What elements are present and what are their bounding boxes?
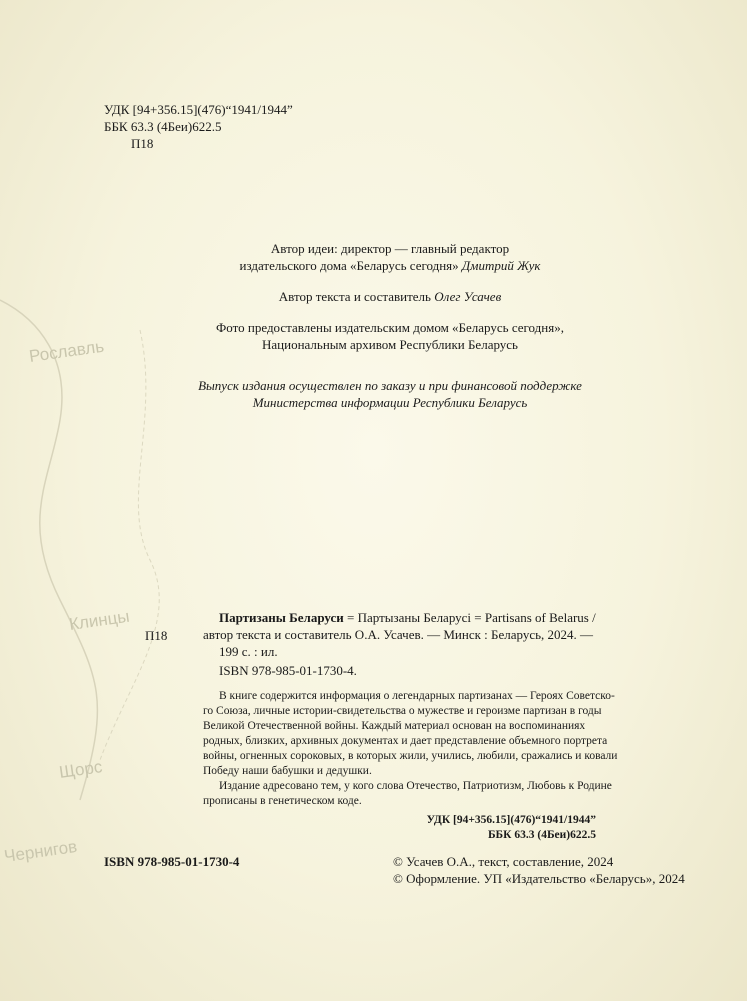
abstract-block: [203, 689, 618, 843]
abstract-bbk: ББК 63.3 (4Беи)622.5: [487, 829, 596, 841]
biblio-line3: 199 с. : ил.: [219, 644, 278, 659]
book-title: Партизаны Беларуси: [219, 610, 344, 625]
support-line2: Министерства информации Республики Беларусь: [252, 395, 528, 410]
photo-credit-line2: Национальным архивом Республики Беларусь: [262, 337, 518, 352]
biblio-title: Партизаны Беларуси = Партызаны Беларусі = Partisans of Belarus /: [219, 610, 596, 625]
biblio-line2: автор текста и составитель О.А. Усачев. — Минск : Беларусь, 2024. —: [203, 627, 594, 642]
credits-block: [150, 240, 630, 411]
abstract-paragraph-1: [203, 689, 618, 779]
map-label-shchors: Щорс: [57, 757, 104, 782]
text-author-name: Олег Усачев: [434, 289, 502, 304]
idea-credit-line2: издательского дома «Беларусь сегодня» Дмитрий Жук: [239, 258, 541, 273]
support-line1: Выпуск издания осуществлен по заказу и при финансовой поддержке: [198, 378, 582, 393]
copyright-design: © Оформление. УП «Издательство «Беларусь», 2024: [393, 871, 685, 886]
idea-credit-line1: Автор идеи: директор — главный редактор: [270, 241, 510, 256]
map-label-klintsy: Клинцы: [67, 606, 131, 634]
photo-credit-line1: Фото предоставлены издательским домом «Беларусь сегодня»,: [216, 320, 564, 335]
biblio-author-code: П18: [145, 628, 168, 643]
abstract-udk: УДК [94+356.15](476)“1941/1944”: [426, 814, 596, 826]
abstract-line: прописаны в генетическом коде.: [203, 795, 362, 807]
map-label-roslavl: Рославль: [27, 336, 106, 366]
top-udk: УДК [94+356.15](476)“1941/1944”: [104, 102, 293, 117]
abstract-line: родных, близких, архивных документах и дает представление объемного портрета: [203, 735, 608, 747]
map-river: [0, 300, 97, 800]
abstract-line: го Союза, личные истории-свидетельства о мужестве и героизме партизан в годы: [203, 705, 602, 717]
bottom-isbn: ISBN 978-985-01-1730-4: [104, 854, 240, 869]
idea-author-name: Дмитрий Жук: [461, 258, 541, 273]
abstract-line: В книге содержится информация о легендарных партизанах — Героях Советско-: [219, 690, 615, 702]
abstract-line: войны, огненных сороковых, в которых жили, учились, любили, сражались и ковали: [203, 750, 618, 762]
biblio-isbn: ISBN 978-985-01-1730-4.: [219, 663, 357, 678]
top-author-code: П18: [131, 136, 154, 151]
copyright-text: © Усачев О.А., текст, составление, 2024: [393, 854, 614, 869]
abstract-paragraph-2: [203, 779, 612, 809]
text-credit: Автор текста и составитель Олег Усачев: [278, 289, 502, 304]
biblio-record: [203, 609, 598, 679]
abstract-line: Победу наши бабушки и дедушки.: [203, 765, 372, 777]
top-bbk: ББК 63.3 (4Беи)622.5: [104, 119, 222, 134]
abstract-line: Издание адресовано тем, у кого слова Отечество, Патриотизм, Любовь к Родине: [219, 780, 612, 792]
abstract-line: Великой Отечественной войны. Каждый материал основан на воспоминаниях: [203, 720, 586, 732]
map-label-chernigov: Чернигов: [2, 836, 79, 866]
